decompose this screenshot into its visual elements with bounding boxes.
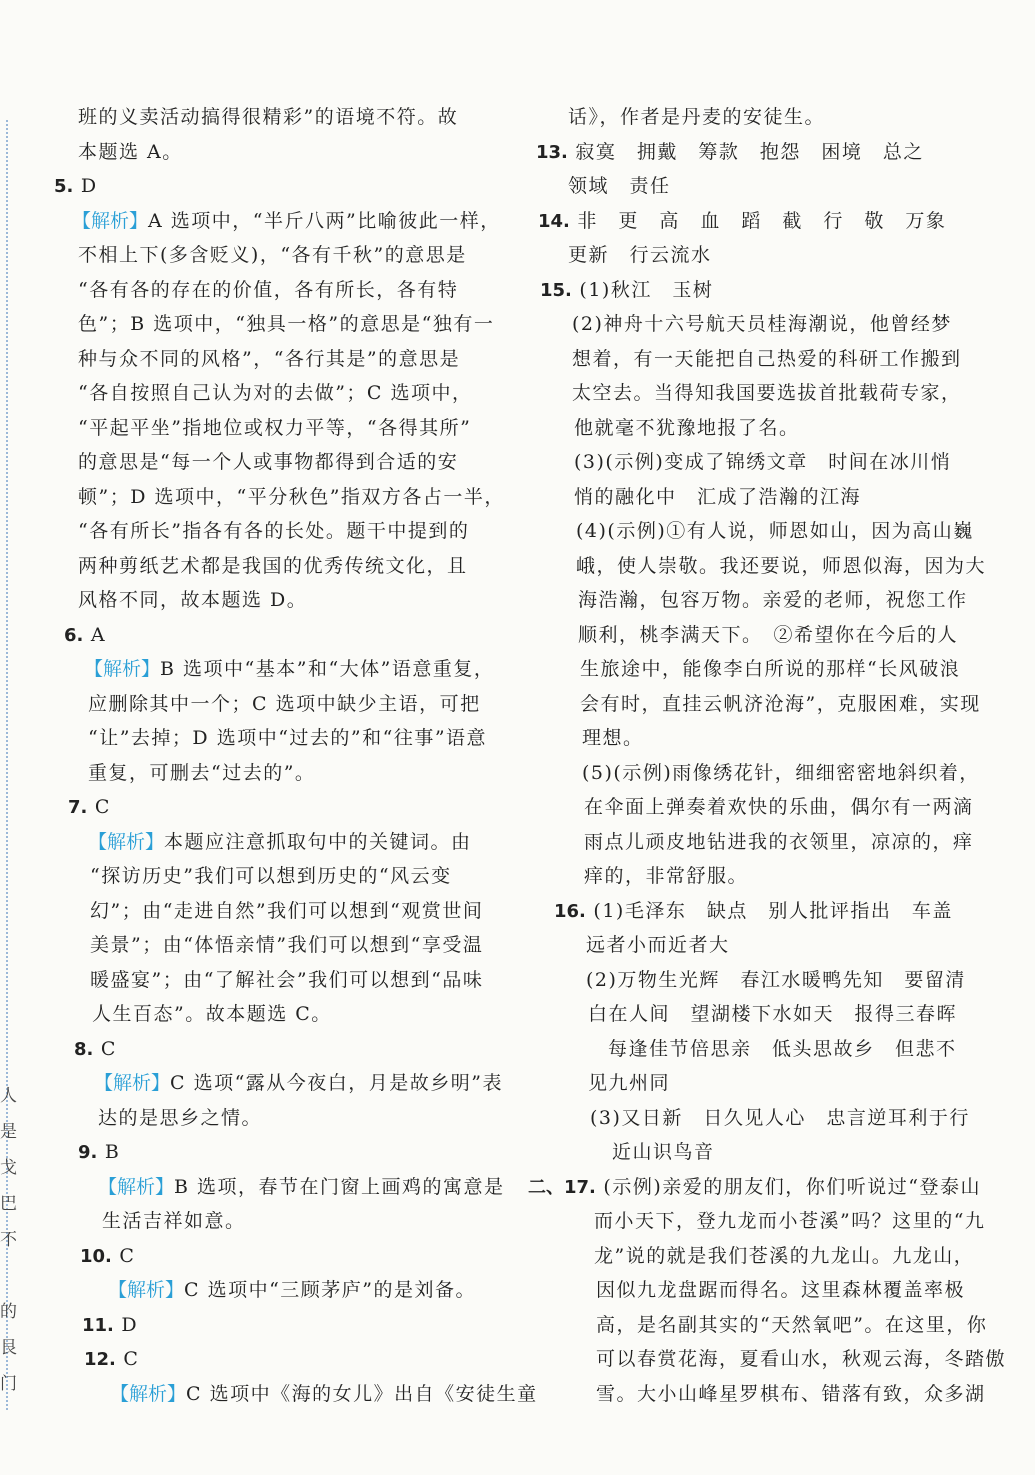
question-number: 14. xyxy=(538,210,570,232)
line-text: 顿”；D 选项中，“平分秋色”指双方各占一半， xyxy=(78,485,505,508)
left-column-line xyxy=(50,204,500,239)
left-column-line xyxy=(50,307,500,342)
right-column-line xyxy=(528,307,998,342)
line-text: A xyxy=(83,623,107,646)
line-text: “各有所长”指各有各的长处。题干中提到的 xyxy=(78,520,470,542)
right-column-line xyxy=(528,928,998,963)
line-text: 因似九龙盘踞而得名。这里森林覆盖率极 xyxy=(596,1279,966,1301)
line-text: 雨点儿顽皮地钻进我的衣领里，凉凉的，痒 xyxy=(584,830,974,853)
line-text: 悄的融化中 汇成了浩瀚的江海 xyxy=(574,485,862,508)
line-text: 生旅途中，能像李白所说的那样“长风破浪 xyxy=(580,658,961,680)
left-column-line xyxy=(50,825,500,860)
left-column-line xyxy=(50,411,500,446)
left-column-line xyxy=(50,1032,500,1067)
right-column-line xyxy=(528,342,998,377)
analysis-tag: 【解析】 xyxy=(72,209,149,232)
line-text: 话》，作者是丹麦的安徒生。 xyxy=(568,106,826,128)
line-text: 不相上下(多含贬义)，“各有千秋”的意思是 xyxy=(78,244,467,266)
left-column-line xyxy=(50,756,500,791)
right-column-line xyxy=(528,480,998,515)
margin-glyph: 不 xyxy=(0,1230,17,1250)
line-text: C xyxy=(93,1037,117,1060)
right-column-line xyxy=(528,1066,998,1101)
left-column-line xyxy=(50,652,500,687)
line-text: “探访历史”我们可以想到历史的“风云变 xyxy=(90,865,452,887)
question-number: 7. xyxy=(68,797,88,818)
left-column xyxy=(50,100,538,1411)
right-column-line xyxy=(528,445,998,480)
line-text: 高，是名副其实的“天然氧吧”。在这里，你 xyxy=(596,1313,988,1336)
line-text: (2)万物生光辉 春江水暖鸭先知 要留清 xyxy=(586,968,966,991)
question-number: 6. xyxy=(64,624,84,646)
left-column-line xyxy=(50,376,500,411)
line-text: B 选项中“基本”和“大体”语意重复， xyxy=(160,658,495,680)
question-number: 13. xyxy=(536,141,568,163)
line-text: C 选项“露从今夜白，月是故乡明”表 xyxy=(170,1072,504,1094)
right-column-line xyxy=(528,618,998,653)
margin-glyph: 戈 xyxy=(0,1158,17,1178)
right-column-line xyxy=(528,790,998,825)
line-text: 风格不同，故本题选 D。 xyxy=(78,589,308,611)
left-column-line xyxy=(50,721,500,756)
right-column-line xyxy=(528,1101,998,1136)
margin-glyph: 门 xyxy=(0,1374,17,1394)
line-text: (示例)亲爱的朋友们，你们听说过“登泰山 xyxy=(595,1175,981,1198)
left-column-line xyxy=(50,445,500,480)
margin-glyph: 艮 xyxy=(0,1338,17,1358)
line-text: C 选项中“三顾茅庐”的是刘备。 xyxy=(184,1279,477,1301)
line-text: 近山识鸟音 xyxy=(612,1141,715,1163)
line-text: D xyxy=(73,175,98,197)
right-column-line xyxy=(528,411,998,446)
line-text: 峨，使人崇敬。我还要说，师恩似海，因为大 xyxy=(576,554,987,577)
margin-glyph: 的 xyxy=(0,1302,17,1322)
question-number: 12. xyxy=(84,1349,116,1370)
line-text: 想着，有一天能把自己热爱的科研工作搬到 xyxy=(572,347,962,370)
left-column-line xyxy=(50,1239,500,1274)
line-text: 可以春赏花海，夏看山水，秋观云海，冬踏傲 xyxy=(596,1348,1007,1370)
right-column-line xyxy=(528,100,998,135)
line-text: 应删除其中一个；C 选项中缺少主语，可把 xyxy=(88,692,481,715)
line-text: “各自按照自己认为对的去做”；C 选项中， xyxy=(78,382,473,404)
question-number: 10. xyxy=(80,1245,112,1267)
line-text: 两种剪纸艺术都是我国的优秀传统文化，且 xyxy=(78,554,468,577)
right-column-line xyxy=(528,273,998,308)
right-column-line xyxy=(528,652,998,687)
left-column-line xyxy=(50,790,500,825)
right-column-line xyxy=(528,583,998,618)
line-text: 而小天下，登九龙而小苍溪”吗？这里的“九 xyxy=(594,1210,986,1232)
left-column-line xyxy=(50,100,500,135)
left-column-line xyxy=(50,480,505,515)
line-text: D xyxy=(113,1313,139,1336)
line-text: “各有各的存在的价值，各有所长，各有特 xyxy=(78,278,459,301)
left-column-line xyxy=(50,583,500,618)
right-column-line xyxy=(528,894,998,929)
right-column-line xyxy=(528,135,998,170)
line-text: (3)(示例)变成了锦绣文章 时间在冰川悄 xyxy=(574,451,952,473)
line-text: 班的义卖活动搞得很精彩”的语境不符。故 xyxy=(78,106,459,128)
right-column-line xyxy=(528,549,998,584)
left-column-line xyxy=(50,1101,500,1136)
left-column-line xyxy=(50,1273,500,1308)
line-text: 雪。大小山峰星罗棋布、错落有致，众多湖 xyxy=(596,1382,986,1405)
margin-glyph: 人 xyxy=(0,1086,17,1106)
right-column-line xyxy=(528,1342,1007,1377)
line-text: 非 更 高 血 蹈 截 行 敬 万象 xyxy=(569,209,947,232)
analysis-tag: 【解析】 xyxy=(98,1175,175,1198)
line-text: “平起平坐”指地位或权力平等，“各得其所” xyxy=(78,416,472,439)
left-column-line xyxy=(50,169,500,204)
left-column-line xyxy=(50,238,500,273)
right-column-line xyxy=(528,687,998,722)
line-text: 达的是思乡之情。 xyxy=(98,1106,263,1129)
left-column-line xyxy=(50,1204,500,1239)
question-number: 5. xyxy=(54,176,74,197)
line-text: 种与众不同的风格”，“各行其是”的意思是 xyxy=(78,347,461,370)
right-column-line xyxy=(528,997,998,1032)
right-column-line xyxy=(528,1308,998,1343)
margin-glyph xyxy=(0,1258,18,1294)
margin-glyph: 是 xyxy=(0,1122,17,1142)
line-text: A 选项中，“半斤八两”比喻彼此一样， xyxy=(148,209,501,232)
line-text: 本题选 A。 xyxy=(78,140,183,163)
right-column-line xyxy=(528,238,998,273)
left-column-line xyxy=(50,618,500,653)
right-column-line xyxy=(528,825,998,860)
line-text: 海浩瀚，包容万物。亲爱的老师，祝您工作 xyxy=(578,589,968,611)
question-number: 二、17. xyxy=(528,1176,596,1198)
line-text: 的意思是“每一个人或事物都得到合适的安 xyxy=(78,451,459,473)
analysis-tag: 【解析】 xyxy=(84,658,161,680)
question-number: 8. xyxy=(74,1038,94,1060)
line-text: 人生百态”。故本题选 C。 xyxy=(92,1003,332,1025)
line-text: B xyxy=(97,1141,121,1163)
line-text: 见九州同 xyxy=(588,1072,671,1094)
right-column-line xyxy=(528,204,998,239)
line-text: 顺利，桃李满天下。 ②希望你在今后的人 xyxy=(578,623,959,646)
line-text: 领域 责任 xyxy=(568,175,671,197)
right-column-line xyxy=(528,721,998,756)
right-column xyxy=(528,100,1007,1411)
left-column-line xyxy=(50,997,500,1032)
line-text: 白在人间 望湖楼下水如天 报得三春晖 xyxy=(588,1003,958,1025)
right-column-line xyxy=(528,1135,998,1170)
line-text: 龙”说的就是我们苍溪的九龙山。九龙山， xyxy=(594,1244,975,1267)
line-text: (5)(示例)雨像绣花针，细细密密地斜织着， xyxy=(582,761,980,784)
line-text: 太空去。当得知我国要选拔首批载荷专家， xyxy=(572,382,962,404)
line-text: B 选项，春节在门窗上画鸡的寓意是 xyxy=(174,1175,505,1198)
line-text: C xyxy=(111,1244,136,1267)
analysis-tag: 【解析】 xyxy=(88,830,165,853)
line-text: 在伞面上弹奏着欢快的乐曲，偶尔有一两滴 xyxy=(584,796,974,818)
analysis-tag: 【解析】 xyxy=(108,1279,185,1301)
line-text: 痒的，非常舒服。 xyxy=(584,865,749,887)
right-column-line xyxy=(528,1377,998,1412)
line-text: 寂寞 拥戴 筹款 抱怨 困境 总之 xyxy=(567,140,924,163)
left-column-line xyxy=(50,1377,538,1412)
right-column-line xyxy=(528,376,998,411)
left-column-line xyxy=(50,549,500,584)
question-number: 16. xyxy=(554,900,586,922)
line-text: (4)(示例)①有人说，师恩如山，因为高山巍 xyxy=(576,520,974,542)
left-column-line xyxy=(50,687,500,722)
right-column-line xyxy=(528,756,998,791)
left-column-line xyxy=(50,514,500,549)
line-text: 暖盛宴”；由“了解社会”我们可以想到“品味 xyxy=(90,968,484,991)
left-column-line xyxy=(50,928,500,963)
line-text: (1)毛泽东 缺点 别人批评指出 车盖 xyxy=(585,899,953,922)
line-text: (2)神舟十六号航天员桂海潮说，他曾经梦 xyxy=(572,313,952,335)
left-column-line xyxy=(50,894,500,929)
line-text: 色”；B 选项中，“独具一格”的意思是“独有一 xyxy=(78,313,495,335)
cut-off-margin-text xyxy=(0,1078,18,1402)
line-text: 更新 行云流水 xyxy=(568,244,712,266)
line-text: C xyxy=(115,1348,140,1370)
line-text: 生活吉祥如意。 xyxy=(102,1210,246,1232)
question-number: 9. xyxy=(78,1142,98,1163)
left-column-line xyxy=(50,135,500,170)
left-column-line xyxy=(50,1308,500,1343)
right-column-line xyxy=(528,963,998,998)
analysis-tag: 【解析】 xyxy=(110,1382,187,1405)
right-column-line xyxy=(528,1273,998,1308)
right-column-line xyxy=(528,169,998,204)
line-text: 每逢佳节倍思亲 低头思故乡 但悲不 xyxy=(608,1037,957,1060)
analysis-tag: 【解析】 xyxy=(94,1072,171,1094)
right-column-line xyxy=(528,1032,998,1067)
line-text: (3)又日新 日久见人心 忠言逆耳利于行 xyxy=(590,1106,970,1129)
line-text: 美景”；由“体悟亲情”我们可以想到“享受温 xyxy=(90,934,484,956)
line-text: 幻”；由“走进自然”我们可以想到“观赏世间 xyxy=(90,899,484,922)
right-column-line xyxy=(528,514,998,549)
line-text: C 选项中《海的女儿》出自《安徒生童 xyxy=(186,1382,538,1405)
right-column-line xyxy=(528,1204,998,1239)
left-column-line xyxy=(50,342,500,377)
line-text: 会有时，直挂云帆济沧海”，克服困难，实现 xyxy=(580,692,981,715)
line-text: (1)秋江 玉树 xyxy=(571,278,714,301)
line-text: “让”去掉；D 选项中“过去的”和“往事”语意 xyxy=(88,727,488,749)
left-column-line xyxy=(50,859,500,894)
line-text: 远者小而近者大 xyxy=(586,934,730,956)
right-column-line xyxy=(528,859,998,894)
left-column-line xyxy=(50,1170,505,1205)
line-text: 本题应注意抓取句中的关键词。由 xyxy=(164,830,472,853)
left-column-line xyxy=(50,1342,500,1377)
question-number: 15. xyxy=(540,279,572,301)
right-column-line xyxy=(528,1239,998,1274)
left-column-line xyxy=(50,1066,504,1101)
line-text: 理想。 xyxy=(582,727,644,749)
margin-glyph: 巴 xyxy=(0,1194,17,1214)
left-column-line xyxy=(50,273,500,308)
question-number: 11. xyxy=(82,1314,114,1336)
left-column-line xyxy=(50,963,500,998)
line-text: C xyxy=(87,796,111,818)
right-column-line xyxy=(528,1170,998,1205)
line-text: 他就毫不犹豫地报了名。 xyxy=(574,416,800,439)
line-text: 重复，可删去“过去的”。 xyxy=(88,761,316,784)
left-column-line xyxy=(50,1135,500,1170)
